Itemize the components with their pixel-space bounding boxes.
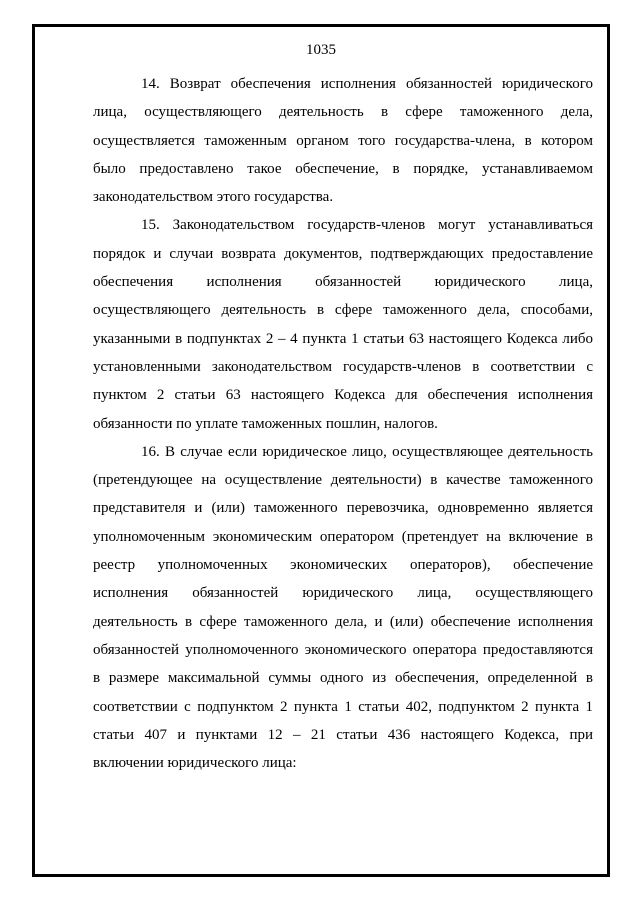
page-number: 1035 — [306, 42, 336, 58]
paragraph-15: 15. Законодательством государств-членов могут устанавливаться порядок и случаи возврата документов, подтверждающих предоставление обеспечения исполнения обязанностей юридического лица, осуществляющего деятельность в сфере таможенного дела, способами, указанными в подпунктах 2 – 4 пункта 1 статьи 63 настоящего Кодекса либо установленными законодательством государств-членов в соответствии с пунктом 2 статьи 63 настоящего Кодекса для обеспечения исполнения обязанности по уплате таможенных пошлин, налогов. — [93, 217, 593, 432]
document-body — [93, 70, 593, 777]
page-frame — [32, 24, 610, 877]
paragraph-16: 16. В случае если юридическое лицо, осуществляющее деятельность (претендующее на осуществление деятельности) в качестве таможенного представителя и (или) таможенного перевозчика, одновременно является уполномоченным экономическим оператором (претендует на включение в реестр уполномоченных экономических операторов), обеспечение исполнения обязанностей юридического лица, осуществляющего деятельность в сфере таможенного дела, и (или) обеспечение исполнения обязанностей уполномоченного экономического оператора предоставляются в размере максимальной суммы одного из обеспечения, определенной в соответствии с подпунктом 2 пункта 1 статьи 402, подпунктом 2 пункта 1 статьи 407 и пунктами 12 – 21 статьи 436 настоящего Кодекса, при включении юридического лица: — [93, 443, 593, 772]
paragraph-14: 14. Возврат обеспечения исполнения обязанностей юридического лица, осуществляющего деятельность в сфере таможенного дела, осуществляется таможенным органом того государства-члена, в котором было предоставлено такое обеспечение, в порядке, устанавливаемом законодательством этого государства. — [93, 76, 593, 206]
